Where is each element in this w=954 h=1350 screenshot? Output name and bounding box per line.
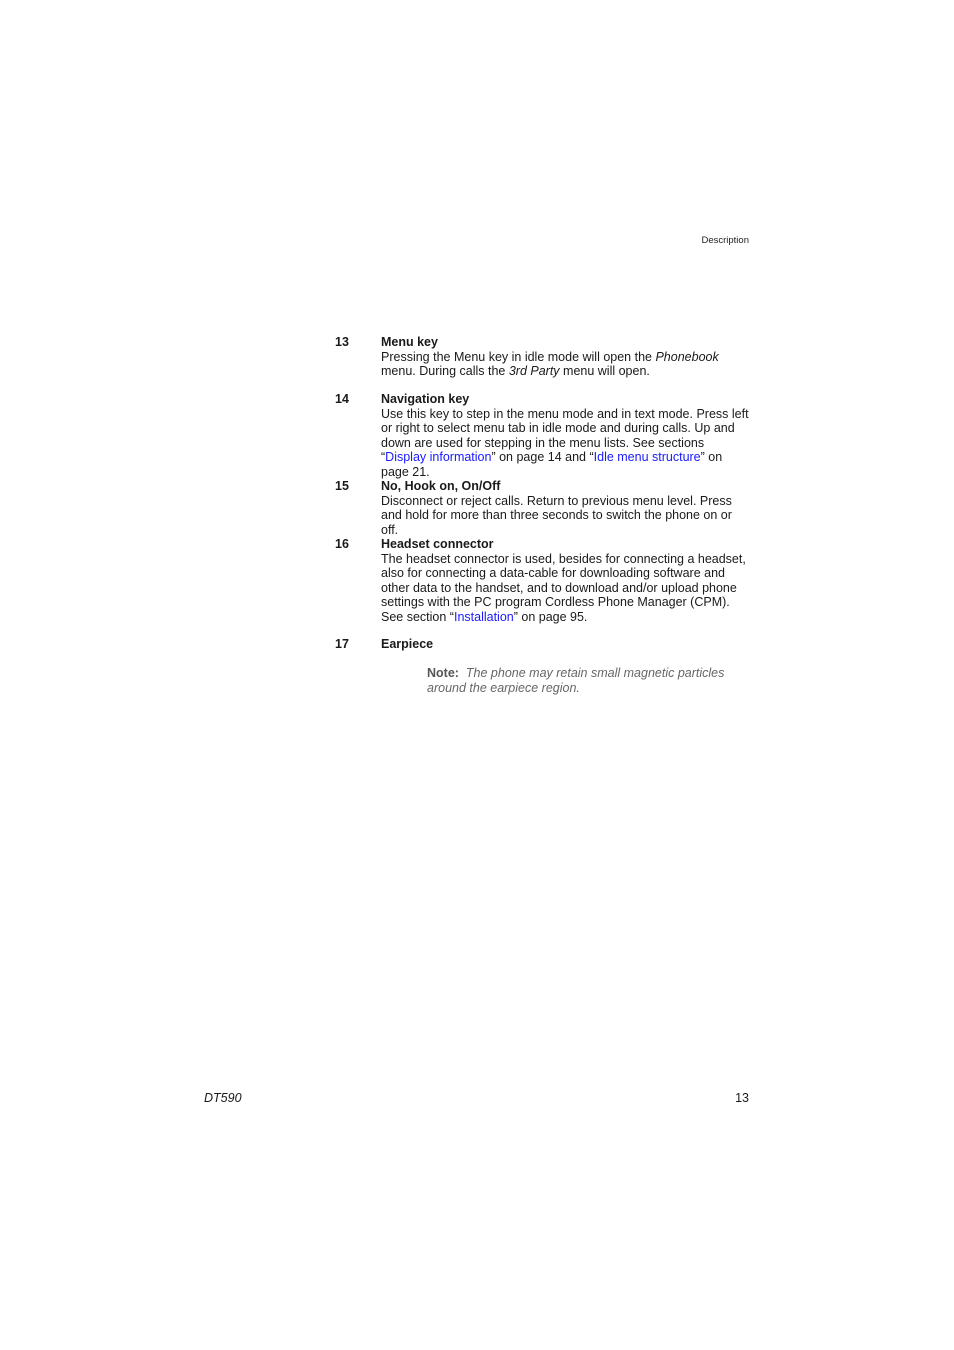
item-body	[381, 392, 751, 480]
running-header: Description	[701, 235, 749, 246]
item-number: 17	[335, 637, 349, 651]
note-text: The phone may retain small magnetic particles around the earpiece region.	[427, 666, 725, 695]
item-title: Navigation key	[381, 392, 470, 406]
note-label: Note:	[427, 666, 459, 680]
item-number: 16	[335, 537, 349, 551]
link-display-information[interactable]: Display information	[385, 450, 492, 465]
emphasis-phonebook: Phonebook	[655, 349, 719, 364]
note	[427, 666, 747, 695]
item-body	[381, 479, 751, 537]
item-number: 14	[335, 392, 349, 406]
text-segment: menu. During calls the	[381, 364, 509, 379]
text-segment: ” on page 95.	[513, 609, 588, 624]
item-body	[381, 537, 751, 625]
text-segment: The headset connector is used, besides for connecting a headset, also for connecting a data-cable for downloading software and other data to the handset, and to download and/or upload phone settings with the PC program Cordless Phone Manager (CPM). See section “	[381, 551, 746, 624]
item-title: No, Hook on, On/Off	[381, 479, 501, 493]
footer-product: DT590	[204, 1091, 242, 1105]
item-title: Menu key	[381, 335, 438, 349]
item-body	[381, 335, 751, 379]
text-segment: ” on page 21.	[381, 450, 723, 479]
item-number: 15	[335, 479, 349, 493]
item-description	[381, 552, 751, 625]
item-description	[381, 350, 751, 379]
text-segment: ” on page 14 and “	[491, 450, 594, 465]
text-segment: menu will open.	[559, 364, 650, 379]
text-segment: Use this key to step in the menu mode and in text mode. Press left or right to select menu tab in idle mode and during calls. Up and down are used for stepping in the menu lists. See sections “	[381, 406, 749, 465]
link-idle-menu-structure[interactable]: Idle menu structure	[593, 450, 701, 465]
link-installation[interactable]: Installation	[453, 609, 514, 624]
item-description: Disconnect or reject calls. Return to previous menu level. Press and hold for more than three seconds to switch the phone on or off.	[381, 493, 732, 537]
text-segment: Pressing the Menu key in idle mode will open the	[381, 349, 656, 364]
item-title: Headset connector	[381, 537, 494, 551]
emphasis-3rd-party: 3rd Party	[508, 364, 560, 379]
item-title: Earpiece	[381, 637, 434, 651]
item-number: 13	[335, 335, 349, 349]
page-number: 13	[735, 1091, 749, 1105]
item-body	[381, 637, 751, 652]
item-description	[381, 407, 751, 480]
